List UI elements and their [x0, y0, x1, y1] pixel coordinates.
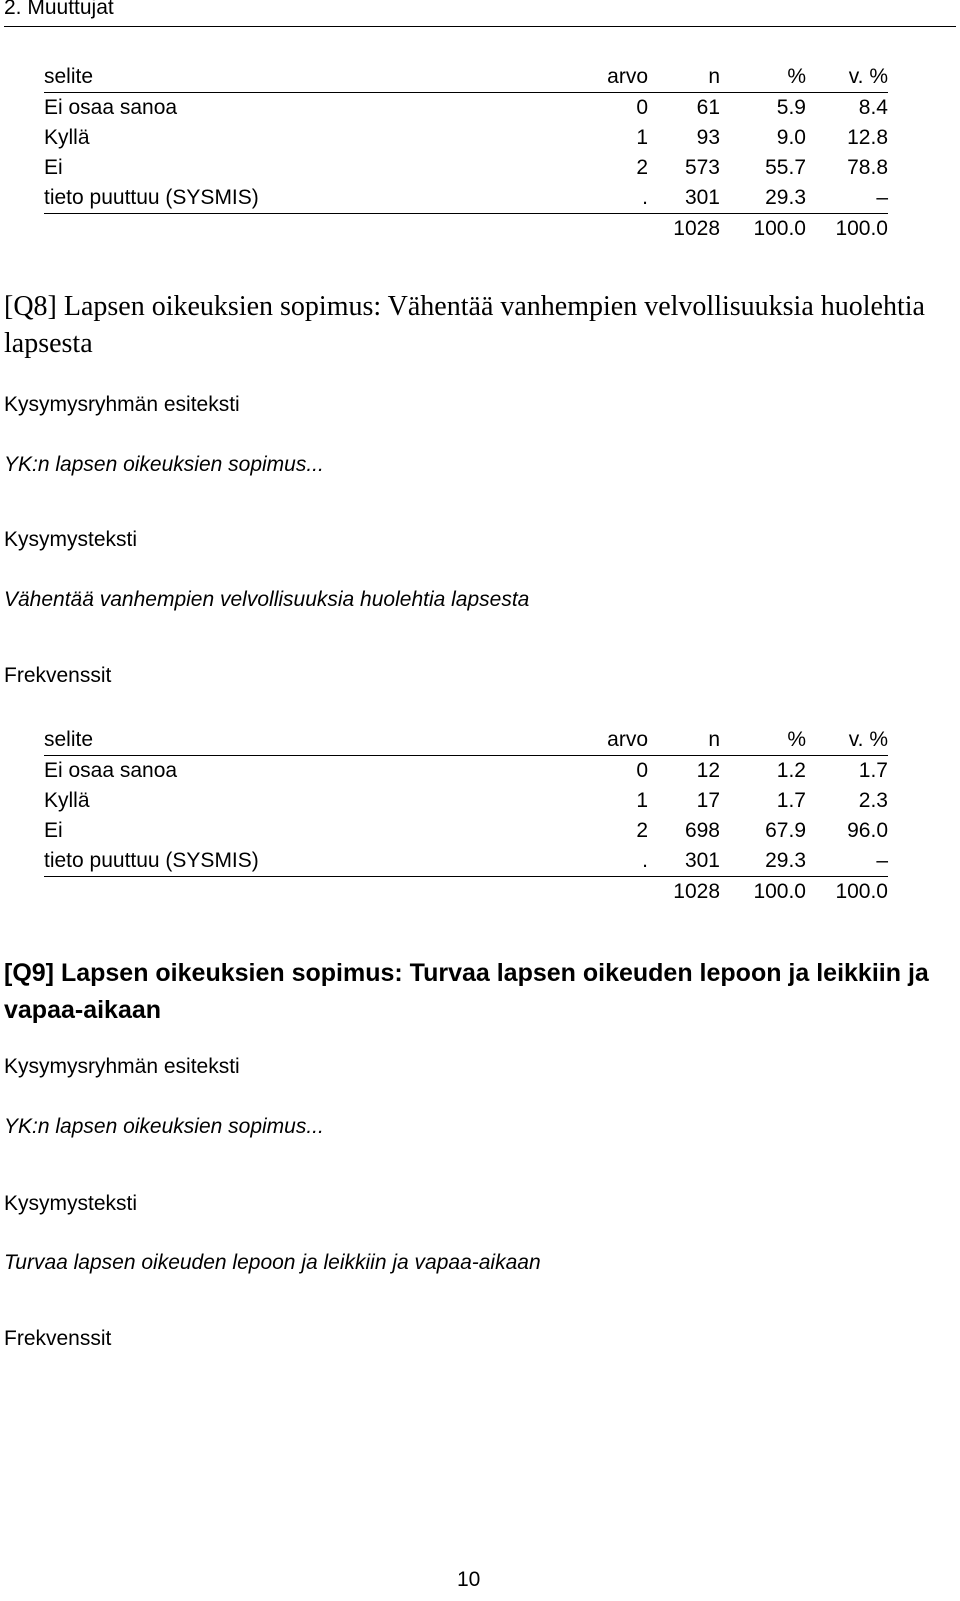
- col-header-selite: selite: [44, 62, 504, 93]
- group-text: YK:n lapsen oikeuksien sopimus...: [4, 453, 324, 476]
- total-n: 1028: [673, 217, 720, 240]
- table-total-row: [44, 877, 888, 908]
- row-label: tieto puuttuu (SYSMIS): [44, 183, 504, 214]
- table-header-row: [44, 62, 888, 93]
- col-header-n: n: [648, 725, 720, 756]
- row-label: tieto puuttuu (SYSMIS): [44, 846, 504, 877]
- row-n: 12: [696, 759, 720, 782]
- question-text-heading: Kysymysteksti: [4, 1192, 138, 1215]
- table-row: [44, 846, 888, 877]
- row-arvo: 2: [636, 156, 648, 179]
- table-row: [44, 756, 888, 787]
- frequency-table-prev: [44, 62, 888, 244]
- group-text: YK:n lapsen oikeuksien sopimus...: [4, 1115, 324, 1138]
- col-header-n: n: [648, 62, 720, 93]
- row-arvo: .: [504, 846, 648, 877]
- row-pct: 67.9: [765, 819, 806, 842]
- frequency-table-q8: [44, 725, 888, 907]
- frequencies-heading: Frekvenssit: [4, 664, 112, 687]
- col-header-pct: %: [720, 725, 806, 756]
- total-vpct: 100.0: [835, 880, 888, 903]
- total-n: 1028: [673, 880, 720, 903]
- row-vpct: 8.4: [858, 96, 888, 119]
- question-title-q9: [Q9] Lapsen oikeuksien sopimus: Turvaa lapsen oikeuden lepoon ja leikkiin ja vapaa-aikaan: [4, 959, 929, 1024]
- row-vpct: 78.8: [847, 156, 888, 179]
- row-pct: 29.3: [720, 846, 806, 877]
- row-n: 301: [648, 846, 720, 877]
- total-pct: 100.0: [753, 880, 806, 903]
- row-arvo: 0: [636, 759, 648, 782]
- row-pct: 55.7: [765, 156, 806, 179]
- row-pct: 1.7: [776, 789, 806, 812]
- header-divider: [4, 26, 956, 27]
- row-arvo: 1: [636, 126, 648, 149]
- row-label: Ei: [44, 156, 63, 179]
- group-text-heading: Kysymysryhmän esiteksti: [4, 1055, 240, 1078]
- row-pct: 29.3: [720, 183, 806, 214]
- frequencies-heading: Frekvenssit: [4, 1327, 112, 1350]
- row-arvo: 1: [636, 789, 648, 812]
- row-pct: 5.9: [776, 96, 806, 119]
- row-vpct: 1.7: [858, 759, 888, 782]
- row-arvo: .: [504, 183, 648, 214]
- col-header-selite: selite: [44, 725, 504, 756]
- row-n: 698: [684, 819, 720, 842]
- row-pct: 1.2: [776, 759, 806, 782]
- row-label: Ei: [44, 819, 63, 842]
- row-n: 61: [696, 96, 720, 119]
- total-vpct: 100.0: [835, 217, 888, 240]
- row-vpct: –: [806, 846, 888, 877]
- row-n: 573: [684, 156, 720, 179]
- row-label: Ei osaa sanoa: [44, 759, 178, 782]
- row-arvo: 2: [636, 819, 648, 842]
- table-row: [44, 153, 888, 183]
- question-text: Vähentää vanhempien velvollisuuksia huolehtia lapsesta: [4, 588, 530, 611]
- table-row: [44, 183, 888, 214]
- row-label: Kyllä: [44, 126, 90, 149]
- row-n: 301: [648, 183, 720, 214]
- running-header: 2. Muuttujat: [4, 0, 114, 19]
- group-text-heading: Kysymysryhmän esiteksti: [4, 393, 240, 416]
- row-vpct: 96.0: [847, 819, 888, 842]
- table-row: [44, 93, 888, 124]
- table-row: [44, 786, 888, 816]
- question-text-heading: Kysymysteksti: [4, 528, 138, 551]
- question-text: Turvaa lapsen oikeuden lepoon ja leikkiin ja vapaa-aikaan: [4, 1251, 541, 1274]
- row-n: 17: [696, 789, 720, 812]
- table-header-row: [44, 725, 888, 756]
- row-n: 93: [696, 126, 720, 149]
- col-header-vpct: v. %: [806, 62, 888, 93]
- row-label: Ei osaa sanoa: [44, 96, 178, 119]
- col-header-pct: %: [720, 62, 806, 93]
- col-header-arvo: arvo: [504, 62, 648, 93]
- row-label: Kyllä: [44, 789, 90, 812]
- question-title-q8: [Q8] Lapsen oikeuksien sopimus: Vähentää vanhempien velvollisuuksia huolehtia lapsesta: [4, 291, 925, 359]
- col-header-arvo: arvo: [504, 725, 648, 756]
- total-pct: 100.0: [753, 217, 806, 240]
- row-vpct: –: [806, 183, 888, 214]
- col-header-vpct: v. %: [806, 725, 888, 756]
- row-vpct: 12.8: [847, 126, 888, 149]
- table-row: [44, 816, 888, 846]
- table-row: [44, 123, 888, 153]
- row-vpct: 2.3: [858, 789, 888, 812]
- table-total-row: [44, 214, 888, 245]
- row-pct: 9.0: [776, 126, 806, 149]
- row-arvo: 0: [636, 96, 648, 119]
- page-number: 10: [457, 1568, 481, 1591]
